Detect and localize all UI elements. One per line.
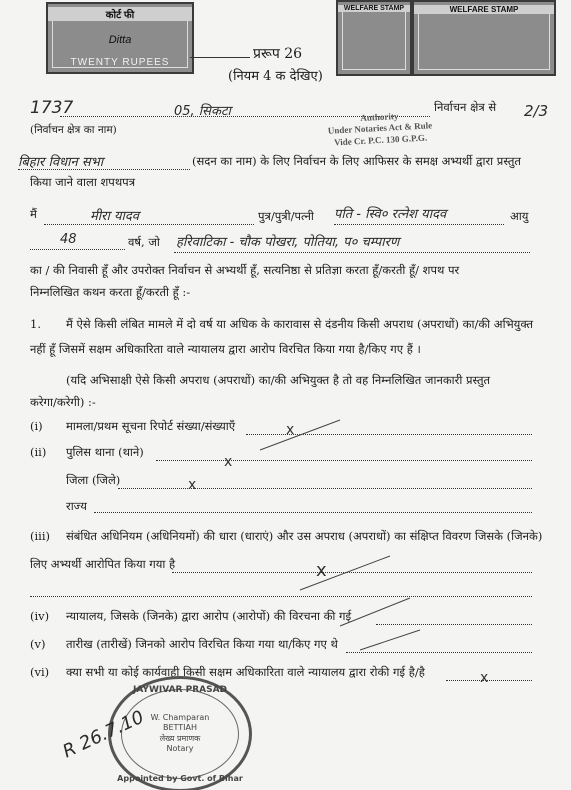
relation-label: पुत्र/पुत्री/पत्नी [258, 209, 314, 223]
resident-line: का / की निवासी हूँ और उपरोक्त निर्वाचन से अभ्यर्थी हूँ, सत्यनिष्ठा से प्रतिज्ञा करता हूँ/करती हूँ/ शपथ पर [30, 263, 460, 277]
form-number: प्ररूप 26 [253, 46, 303, 62]
house-line [18, 169, 190, 170]
item-iii-number: (iii) [30, 529, 51, 543]
item-1-number: 1. [30, 317, 41, 331]
constituency-name: 05, सिकटा [174, 104, 231, 119]
court-fee-stamp [46, 2, 194, 74]
state-label: राज्य [66, 499, 87, 513]
welfare-stamp-1 [336, 0, 412, 76]
accused-line-1: (यदि अभिसाक्षी ऐसे किसी अपराध (अपराधों) का/की अभियुक्त है तो वह निम्नलिखित जानकारी प्रस्तुत [66, 373, 491, 387]
item-vi-cross: x [480, 670, 489, 686]
item-1-line-1: मैं ऐसे किसी लंबित मामले में दो वर्ष या अधिक के कारावास से दंडनीय किसी अपराध (अपराधों) का/की अभियुक्त [66, 317, 534, 331]
item-vi-number: (vi) [30, 665, 50, 679]
seal-top-text: JAYWIVAR PRASAD [132, 685, 228, 695]
seal-mid-2: BETTIAH [162, 723, 198, 733]
item-iv-line [376, 624, 532, 625]
item-ii-line [156, 460, 532, 461]
age-label: आयु [510, 209, 529, 223]
constituency-suffix-label: निर्वाचन क्षेत्र से [434, 100, 497, 114]
years-label: वर्ष, जो [128, 235, 160, 249]
item-iv-number: (iv) [30, 609, 50, 623]
seal-mid-1: W. Champaran [150, 713, 210, 722]
item-v-number: (v) [30, 637, 46, 651]
age-line [30, 249, 125, 250]
relation-line [334, 224, 504, 225]
constituency-fraction: 2/3 [524, 102, 549, 120]
stamp-handwriting: Ditta [108, 34, 132, 46]
item-vi-line [446, 680, 532, 681]
item-1-line-2: नहीं हूँ जिसमें सक्षम अधिकारिता वाले न्यायालय द्वारा आरोप विरचित किया गया है/किए गए हैं । [30, 342, 421, 356]
item-i-text: मामला/प्रथम सूचना रिपोर्ट संख्या/संख्याएँ [66, 419, 236, 433]
notary-signature: R 26.7.10 [59, 706, 148, 763]
authority-line-2: Under Notaries Act & Rule [327, 120, 433, 136]
item-iv-text: न्यायालय, जिसके (जिनके) द्वारा आरोप (आरोपों) की विरचना की गई [66, 609, 352, 623]
item-ii-text: पुलिस थाना (थाने) [66, 445, 144, 459]
stamp-top-text: कोर्ट फी [48, 7, 192, 21]
seal-bottom-text: Appointed by Govt. of Bihar [117, 774, 243, 783]
authority-stamp [299, 108, 461, 150]
item-ii-number: (ii) [30, 445, 47, 459]
stamp-value: TWENTY RUPEES [70, 57, 170, 68]
house-text-2: किया जाने वाला शपथपत्र [30, 175, 136, 189]
seal-mid-4: Notary [166, 744, 194, 754]
deponent-name-line [44, 224, 254, 225]
item-vi-text: क्या सभी या कोई कार्यवाही किसी सक्षम अधिकारिता वाले न्यायालय द्वारा रोकी गई है/है [66, 665, 425, 679]
item-iii-line-2: लिए अभ्यर्थी आरोपित किया गया है [30, 557, 176, 571]
statement-line: निम्नलिखित कथन करता हूँ/करती हूँ :- [30, 285, 191, 299]
item-v-text: तारीख (तारीखें) जिनको आरोप विरचित किया गया था/किए गए थे [66, 637, 338, 651]
deponent-name: मीरा यादव [90, 209, 139, 224]
item-i-number: (i) [30, 419, 43, 433]
accused-line-2: करेगा/करेगी) :- [30, 395, 96, 409]
state-line [94, 512, 532, 513]
rule-reference: (नियम 4 क देखिए) [228, 69, 323, 84]
deponent-main-label: मैं [30, 207, 37, 221]
district-label: जिला (जिले) [66, 473, 121, 487]
authority-line-3: Vide Cr. P.C. 130 G.P.G. [333, 132, 428, 147]
item-i-cross: x [286, 422, 295, 438]
item-iii-line [172, 572, 532, 573]
house-text-1: (सदन का नाम) के लिए निर्वाचन के लिए आफिसर के समक्ष अभ्यर्थी द्वारा प्रस्तुत [192, 154, 521, 168]
item-ii-cross: x [224, 454, 233, 470]
constituency-number: 1737 [30, 98, 74, 118]
address-value: हरिवाटिका - चौक पोखरा, पोतिया, प० चम्पारण [176, 235, 400, 250]
constituency-name-label: (निर्वाचन क्षेत्र का नाम) [30, 124, 117, 136]
item-iii-cross: x [316, 560, 327, 581]
item-v-line [346, 652, 532, 653]
header-line [190, 57, 250, 58]
district-line [118, 488, 532, 489]
seal-mid-3: लेख्य प्रमाणक [159, 733, 201, 743]
age-value: 48 [60, 232, 77, 247]
address-line [174, 252, 530, 253]
authority-line-1: Authority [360, 111, 399, 124]
welfare-stamp-label: WELFARE STAMP [338, 5, 410, 12]
welfare-stamp-label-2: WELFARE STAMP [414, 5, 554, 14]
district-cross: x [188, 477, 197, 493]
welfare-stamp-2 [412, 0, 556, 76]
relation-value: पति - स्वि० रत्नेश यादव [334, 207, 447, 222]
item-iii-line-1: संबंधित अधिनियम (अधिनियमों) की धारा (धाराएं) और उस अपराध (अपराधों) का संक्षिप्त विवरण जिसके (जिनके) [66, 529, 543, 543]
house-name: बिहार विधान सभा [18, 155, 104, 170]
item-iii-extra-line [30, 596, 532, 597]
